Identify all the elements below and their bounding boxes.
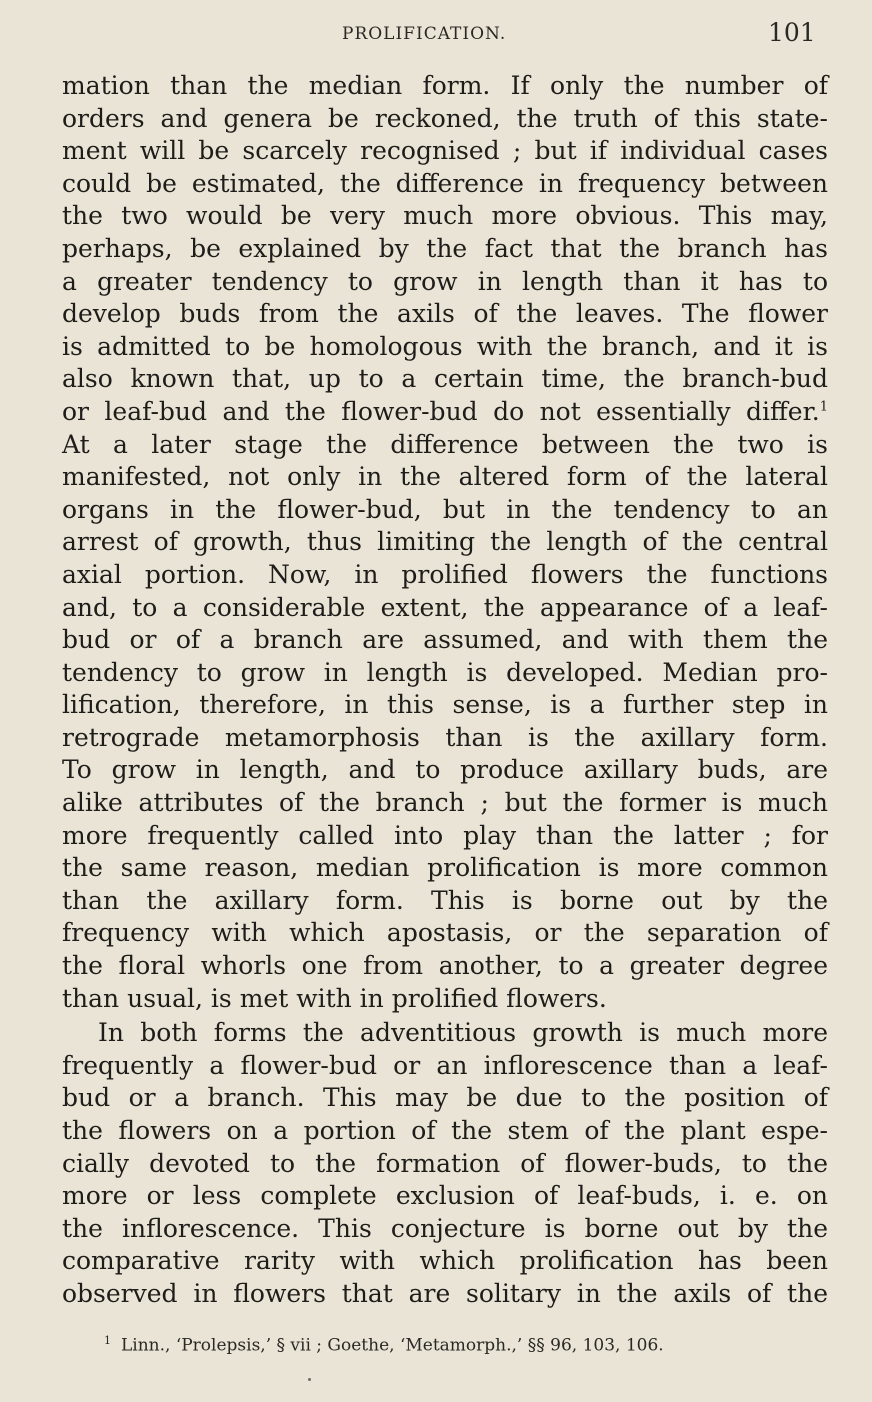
text-line: develop buds from the axils of the leaves. The flower xyxy=(62,299,828,329)
text-line: a greater tendency to grow in length than it has to xyxy=(62,266,828,296)
text-line: frequently a flower-bud or an inflorescence than a leaf- xyxy=(62,1050,828,1080)
text-line: axial portion. Now, in prolified flowers the functions xyxy=(62,559,828,589)
text-line: the floral whorls one from another, to a greater degree xyxy=(62,951,828,981)
page-number: 101 xyxy=(768,18,816,47)
text-line: frequency with which apostasis, or the separation of xyxy=(62,918,828,948)
footnote-marker: 1 xyxy=(104,1334,111,1347)
footnote xyxy=(104,1334,664,1356)
body-text xyxy=(62,70,828,1311)
footnote-text: Linn., ‘Prolepsis,’ § vii ; Goethe, ‘Metamorph.,’ §§ 96, 103, 106. xyxy=(121,1335,664,1356)
text-line: the inflorescence. This conjecture is borne out by the xyxy=(62,1213,828,1243)
text-line: tendency to grow in length is developed. Median pro- xyxy=(62,657,828,687)
text-line-with-footnote-ref xyxy=(62,396,828,429)
running-head xyxy=(0,18,872,48)
text-line: more frequently called into play than the latter ; for xyxy=(62,820,828,850)
text-line: manifested, not only in the altered form of the lateral xyxy=(62,462,828,492)
text-line: than the axillary form. This is borne out by the xyxy=(62,885,828,915)
text-line: than usual, is met with in prolified flowers. xyxy=(62,983,607,1013)
text-line: and, to a considerable extent, the appearance of a leaf- xyxy=(62,592,828,622)
text-line: orders and genera be reckoned, the truth of this state- xyxy=(62,103,828,133)
text-line: the flowers on a portion of the stem of the plant espe- xyxy=(62,1116,828,1145)
text-line: mation than the median form. If only the number of xyxy=(62,71,828,100)
text-line: bud or of a branch are assumed, and with them the xyxy=(62,625,828,655)
text-line: At a later stage the difference between the two is xyxy=(62,429,828,459)
text-line: more or less complete exclusion of leaf-buds, i. e. on xyxy=(62,1181,828,1211)
text-line: retrograde metamorphosis than is the axillary form. xyxy=(62,722,828,752)
text-line: or leaf-bud and the flower-bud do not essentially differ. xyxy=(62,396,820,426)
text-line: the two would be very much more obvious. This may, xyxy=(62,201,828,231)
text-line: In both forms the adventitious growth is much more xyxy=(98,1018,828,1048)
footnote-reference: 1 xyxy=(819,399,828,415)
text-line: could be estimated, the difference in frequency between xyxy=(62,168,828,198)
text-line: arrest of growth, thus limiting the length of the central xyxy=(62,527,828,557)
chapter-title: PROLIFICATION. xyxy=(342,24,507,44)
text-line: is admitted to be homologous with the branch, and it is xyxy=(62,331,828,361)
print-speck xyxy=(308,1378,311,1381)
text-line: also known that, up to a certain time, the branch-bud xyxy=(62,364,828,394)
text-line: bud or a branch. This may be due to the position of xyxy=(62,1083,828,1113)
text-line: lification, therefore, in this sense, is a further step in xyxy=(62,690,828,720)
text-line: cially devoted to the formation of flower-buds, to the xyxy=(62,1148,828,1178)
text-line: alike attributes of the branch ; but the former is much xyxy=(62,788,828,818)
text-line: organs in the flower-bud, but in the tendency to an xyxy=(62,494,828,524)
text-line: observed in flowers that are solitary in the axils of the xyxy=(62,1278,828,1308)
text-line: To grow in length, and to produce axillary buds, are xyxy=(62,755,828,785)
text-line: perhaps, be explained by the fact that the branch has xyxy=(62,233,828,263)
text-line: comparative rarity with which prolification has been xyxy=(62,1246,828,1276)
text-line: ment will be scarcely recognised ; but if individual cases xyxy=(62,136,828,166)
text-line: the same reason, median prolification is more common xyxy=(62,853,828,883)
